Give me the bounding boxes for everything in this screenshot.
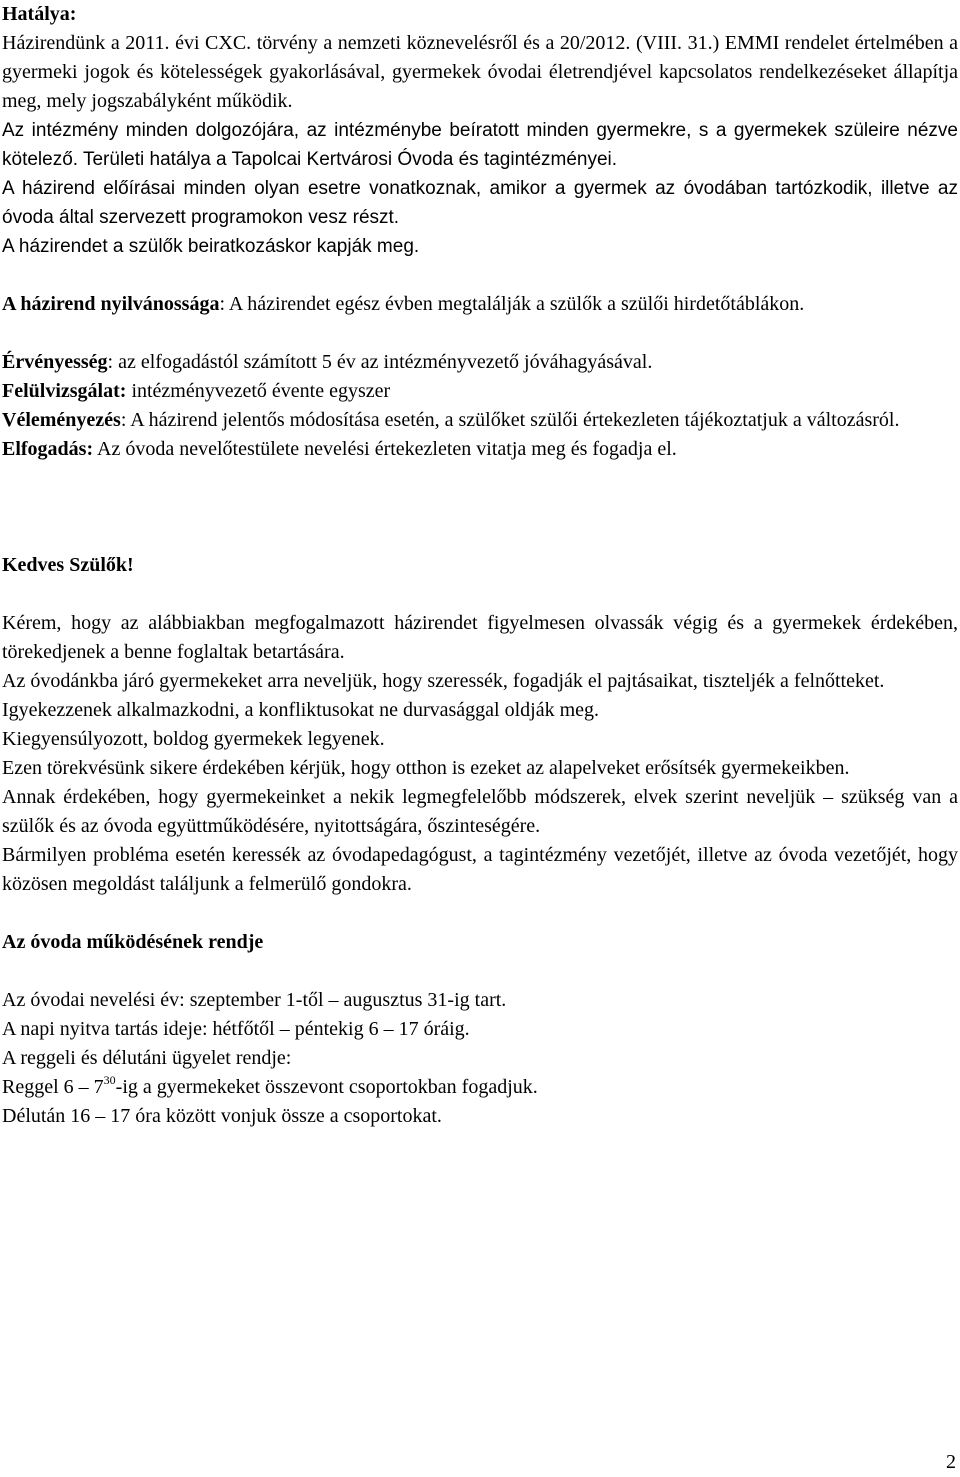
hatalya-paragraph-2: Az intézmény minden dolgozójára, az intézménybe beíratott minden gyermekre, s a gyermekek szüleire nézve kötelező. Területi hatálya a Tapolcai Kertvárosi Óvoda és tagintézményei. xyxy=(2,120,958,170)
spacer xyxy=(2,580,958,609)
rend-line-4-after: -ig a gyermekeket összevont csoportokban fogadjuk. xyxy=(115,1076,538,1098)
rend-line-4 xyxy=(2,1073,958,1102)
nyilvanossag-paragraph xyxy=(2,290,958,319)
hatalya-paragraph-1: Házirendünk a 2011. évi CXC. törvény a nemzeti köznevelésről és a 20/2012. (VIII. 31.) EMMI rendelet értelmében a gyermeki jogok és kötelességek gyakorlásával, gyermekek óvodai életrendjével kapcsolatos rendelkezéseket állapítja meg, mely jogszabályként működik. xyxy=(2,32,958,112)
felulvizsgalat-text: intézményvezető évente egyszer xyxy=(126,380,391,402)
rend-line-4-before: Reggel 6 – 7 xyxy=(2,1076,104,1098)
elfogadas-paragraph xyxy=(2,435,958,464)
szulok-paragraph-3: Igyekezzenek alkalmazkodni, a konfliktusokat ne durvasággal oldják meg. xyxy=(2,699,600,721)
rend-line-1: Az óvodai nevelési év: szeptember 1-től – augusztus 31-ig tart. xyxy=(2,989,507,1011)
velemenyezes-label: Véleményezés xyxy=(2,409,121,431)
greeting: Kedves Szülők! xyxy=(2,554,134,576)
szulok-paragraph-4: Kiegyensúlyozott, boldog gyermekek legyenek. xyxy=(2,728,385,750)
page-number: 2 xyxy=(946,1451,956,1473)
rend-line-4-superscript: 30 xyxy=(103,1073,116,1087)
ervenyesseg-label: Érvényesség xyxy=(2,351,108,373)
elfogadas-text: Az óvoda nevelőtestülete nevelési értekezleten vitatja meg és fogadja el. xyxy=(93,438,677,460)
section-heading: Az óvoda működésének rendje xyxy=(2,931,264,953)
felulvizsgalat-paragraph xyxy=(2,377,958,406)
ervenyesseg-text: : az elfogadástól számított 5 év az intézményvezető jóváhagyásával. xyxy=(107,351,653,373)
spacer xyxy=(2,319,958,348)
page-content xyxy=(2,0,958,1131)
spacer xyxy=(2,261,958,290)
szulok-paragraph-2: Az óvodánkba járó gyermekeket arra neveljük, hogy szeressék, fogadják el pajtásaikat, tiszteljék a felnőtteket. xyxy=(2,670,885,692)
nyilvanossag-text: : A házirendet egész évben megtalálják a szülők a szülői hirdetőtáblákon. xyxy=(219,293,805,315)
hatalya-paragraph-4: A házirendet a szülők beiratkozáskor kapják meg. xyxy=(2,236,420,257)
szulok-paragraph-1: Kérem, hogy az alábbiakban megfogalmazott házirendet figyelmesen olvassák végig és a gyermekek érdekében, törekedjenek a benne foglaltak betartására. xyxy=(2,612,958,663)
rend-line-3: A reggeli és délutáni ügyelet rendje: xyxy=(2,1047,292,1069)
szulok-paragraph-6: Annak érdekében, hogy gyermekeinket a nekik legmegfelelőbb módszerek, elvek szerint neveljük – szükség van a szülők és az óvoda együttműködésére, nyitottságára, őszinteségére. xyxy=(2,786,958,837)
velemenyezes-text: : A házirend jelentős módosítása esetén, a szülőket szülői értekezleten tájékoztatjuk a változásról. xyxy=(120,409,900,431)
elfogadas-label: Elfogadás: xyxy=(2,438,94,460)
spacer xyxy=(2,957,958,986)
spacer xyxy=(2,899,958,928)
nyilvanossag-label: A házirend nyilvánossága xyxy=(2,293,220,315)
velemenyezes-paragraph xyxy=(2,406,958,435)
spacer xyxy=(2,464,958,551)
ervenyesseg-paragraph xyxy=(2,348,958,377)
hatalya-paragraph-3: A házirend előírásai minden olyan esetre vonatkoznak, amikor a gyermek az óvodában tartózkodik, illetve az óvoda által szervezett programokon vesz részt. xyxy=(2,178,958,228)
szulok-paragraph-7: Bármilyen probléma esetén keressék az óvodapedagógust, a tagintézmény vezetőjét, illetve az óvoda vezetőjét, hogy közösen megoldást találjunk a felmerülő gondokra. xyxy=(2,844,958,895)
rend-line-2: A napi nyitva tartás ideje: hétfőtől – péntekig 6 – 17 óráig. xyxy=(2,1018,470,1040)
rend-line-5: Délután 16 – 17 óra között vonjuk össze a csoportokat. xyxy=(2,1105,442,1127)
szulok-paragraph-5: Ezen törekvésünk sikere érdekében kérjük, hogy otthon is ezeket az alapelveket erősítsék gyermekeikben. xyxy=(2,757,850,779)
felulvizsgalat-label: Felülvizsgálat: xyxy=(2,380,127,402)
hatalya-heading: Hatálya: xyxy=(2,3,77,25)
